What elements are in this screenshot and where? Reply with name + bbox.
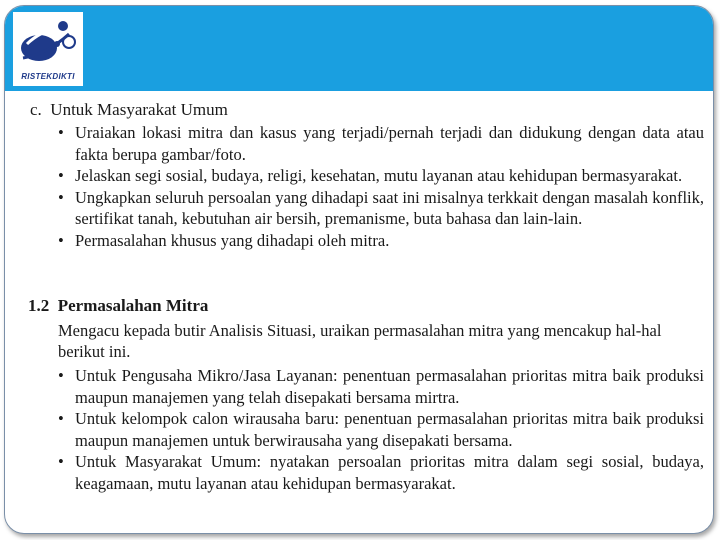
document-page	[18, 98, 708, 528]
list-item	[58, 230, 704, 252]
logo-text: RISTEKDIKTI	[21, 72, 75, 81]
bullet: •	[58, 230, 64, 250]
header-banner	[5, 6, 713, 91]
section-c-list	[58, 122, 704, 251]
bullet: •	[58, 452, 64, 471]
section-c-label: c.	[30, 100, 42, 119]
list-item-text: Untuk kelompok calon wirausaha baru: penentuan permasalahan prioritas mitra baik produksi maupun manajemen untuk berwirausaha yang disepakati bersama.	[75, 409, 704, 450]
list-item-text: Untuk Pengusaha Mikro/Jasa Layanan: penentuan permasalahan prioritas mitra baik produksi maupun manajemen yang telah disepakati bersama mirtra.	[75, 366, 704, 407]
list-item	[58, 408, 704, 451]
list-item	[58, 122, 704, 165]
section-12-title: Permasalahan Mitra	[57, 296, 209, 315]
list-item	[58, 365, 704, 408]
list-item-text: Uraiakan lokasi mitra dan kasus yang terjadi/pernah terjadi dan didukung dengan data atau fakta berupa gambar/foto.	[75, 123, 704, 164]
bullet: •	[58, 166, 64, 185]
list-item-text: Jelaskan segi sosial, budaya, religi, kesehatan, mutu layanan atau kehidupan bermasyarakat.	[75, 166, 683, 185]
list-item-text: Ungkapkan seluruh persoalan yang dihadapi saat ini misalnya terkkait dengan masalah konflik, sertifikat tanah, kebutuhan air bersih, premanisme, buta bahasa dan lain-lain.	[75, 187, 704, 228]
bullet: •	[58, 366, 64, 385]
logo-emblem-icon	[17, 14, 79, 72]
section-12-heading	[28, 296, 208, 316]
slide-frame	[4, 5, 714, 534]
list-item-text: Untuk Masyarakat Umum: nyatakan persoalan prioritas mitra dalam segi sosial, budaya, keagamaan, mutu layanan atau kehidupan bermasyarakat.	[75, 452, 704, 493]
bullet: •	[58, 409, 64, 428]
section-c-heading	[30, 100, 228, 120]
list-item	[58, 187, 704, 230]
list-item	[58, 451, 704, 494]
ristekdikti-logo	[13, 12, 83, 86]
section-12-list	[58, 365, 704, 494]
section-12-intro: Mengacu kepada butir Analisis Situasi, uraikan permasalahan mitra yang mencakup hal-hal berikut ini.	[58, 321, 662, 361]
section-c-title: Untuk Masyarakat Umum	[50, 100, 228, 119]
section-12-number: 1.2	[28, 296, 50, 315]
list-item	[58, 165, 704, 187]
list-item-text: Permasalahan khusus yang dihadapi oleh mitra.	[75, 230, 390, 250]
bullet: •	[58, 187, 64, 207]
bullet: •	[58, 123, 64, 142]
